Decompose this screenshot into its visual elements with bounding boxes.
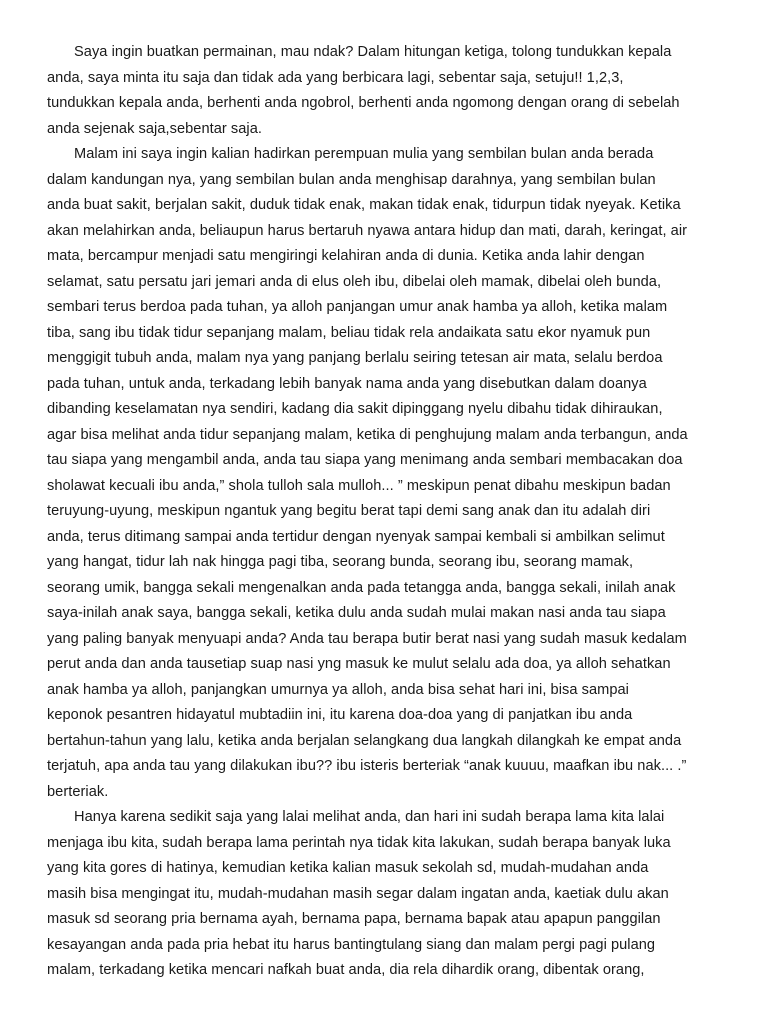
paragraph-line: seorang umik, bangga sekali mengenalkan anda pada tetangga anda, bangga sekali, inilah anak: [47, 579, 676, 596]
paragraph-line: menggigit tubuh anda, malam nya yang panjang berlalu seiring tetesan air mata, selalu berdoa: [47, 350, 663, 366]
paragraph-line: perut anda dan anda tausetiap suap nasi yng masuk ke mulut selalu ada doa, ya alloh sehatkan: [47, 656, 671, 672]
paragraph-line: dibanding keselamatan nya sendiri, kadang dia sakit dipinggang nyelu dibahu tidak dihiraukan,: [47, 401, 663, 417]
paragraph-line: kesayangan anda pada pria hebat itu harus bantingtulang siang dan malam pergi pagi pulang: [47, 936, 656, 953]
paragraph-line: tiba, sang ibu tidak tidur sepanjang malam, beliau tidak rela andaikata satu ekor nyamuk pun: [47, 324, 651, 341]
paragraph-line: tundukkan kepala anda, berhenti anda ngobrol, berhenti anda ngomong dengan orang di sebelah: [47, 95, 680, 111]
paragraph-line: masuk sd seorang pria bernama ayah, bernama papa, bernama bapak atau apapun panggilan: [47, 911, 661, 927]
paragraph: [47, 805, 727, 984]
paragraph-line: yang kita gores di hatinya, kemudian ketika kalian masuk sekolah sd, mudah-mudahan anda: [47, 860, 649, 876]
paragraph-line: masih bisa mengingat itu, mudah-mudahan masih segar dalam ingatan anda, kaetiak dulu akan: [47, 885, 669, 902]
paragraph-line: agar bisa melihat anda tidur sepanjang malam, ketika di penghujung malam anda terbangun, anda: [47, 426, 688, 443]
paragraph-line: malam, terkadang ketika mencari nafkah buat anda, dia rela dihardik orang, dibentak orang,: [47, 962, 645, 978]
paragraph-line: teruyung-uyung, meskipun ngantuk yang begitu berat tapi demi sang anak dan itu adalah diri: [47, 503, 651, 519]
paragraph-line: mata, bercampur menjadi satu mengiringi kelahiran anda di dunia. Ketika anda lahir dengan: [47, 248, 645, 264]
paragraph-line: dalam kandungan nya, yang sembilan bulan anda menghisap darahnya, yang sembilan bulan: [47, 171, 656, 188]
paragraph-line: anak hamba ya alloh, panjangkan umurnya ya alloh, anda bisa sehat hari ini, bisa sampai: [47, 681, 629, 698]
paragraph-line: saya-inilah anak saya, bangga sekali, ketika dulu anda sudah mulai makan nasi anda tau siapa: [47, 605, 666, 621]
paragraph-line: anda, saya minta itu saja dan tidak ada yang berbicara lagi, sebentar saja, setuju!! 1,2,3,: [47, 69, 624, 86]
paragraph-line: berteriak.: [47, 783, 109, 800]
paragraph-line: sholawat kecuali ibu anda,” shola tulloh sala mulloh... ” meskipun penat dibahu meskipun badan: [47, 477, 671, 494]
paragraph-line: pada tuhan, untuk anda, terkadang lebih banyak nama anda yang disebutkan dalam doanya: [47, 375, 647, 392]
paragraph-line: yang paling banyak menyuapi anda? Anda tau berapa butir berat nasi yang sudah masuk kedalam: [47, 630, 687, 647]
paragraph-line: tau siapa yang mengambil anda, anda tau siapa yang menimang anda sembari membacakan doa: [47, 452, 683, 468]
paragraph-first-line: Saya ingin buatkan permainan, mau ndak? Dalam hitungan ketiga, tolong tundukkan kepala: [74, 44, 672, 60]
paragraph-line: anda sejenak saja,sebentar saja.: [47, 120, 262, 137]
paragraph-first-line: Hanya karena sedikit saja yang lalai melihat anda, dan hari ini sudah berapa lama kita lalai: [74, 809, 665, 825]
paragraph-line: yang hangat, tidur lah nak hingga pagi tiba, seorang bunda, seorang ibu, seorang mamak,: [47, 554, 634, 570]
paragraph-first-line: Malam ini saya ingin kalian hadirkan perempuan mulia yang sembilan bulan anda berada: [74, 146, 654, 162]
paragraph-line: anda buat sakit, berjalan sakit, duduk tidak enak, makan tidak enak, tidurpun tidak nyeyak. Ketika: [47, 197, 681, 213]
paragraph: [47, 40, 727, 142]
paragraph-line: bertahun-tahun yang lalu, ketika anda berjalan selangkang dua langkah dilangkah ke empat anda: [47, 732, 682, 749]
paragraph-line: sembari terus berdoa pada tuhan, ya alloh panjangan umur anak hamba ya alloh, ketika malam: [47, 299, 668, 315]
paragraph-line: selamat, satu persatu jari jemari anda di elus oleh ibu, dibelai oleh mamak, dibelai oleh bunda,: [47, 273, 662, 290]
document-body: [47, 40, 727, 984]
paragraph-line: terjatuh, apa anda tau yang dilakukan ibu?? ibu isteris berteriak “anak kuuuu, maafkan ibu nak... .”: [47, 758, 687, 774]
paragraph-line: akan melahirkan anda, beliaupun harus bertaruh nyawa antara hidup dan mati, darah, keringat, air: [47, 222, 688, 239]
paragraph-line: keponok pesantren hidayatul mubtadiin ini, itu karena doa-doa yang di panjatkan ibu anda: [47, 707, 633, 723]
paragraph-line: anda, terus ditimang sampai anda tertidur dengan nyenyak sampai kembali si ambilkan selimut: [47, 528, 665, 545]
paragraph: [47, 142, 727, 805]
paragraph-line: menjaga ibu kita, sudah berapa lama perintah nya tidak kita lakukan, sudah berapa banyak luka: [47, 834, 671, 851]
